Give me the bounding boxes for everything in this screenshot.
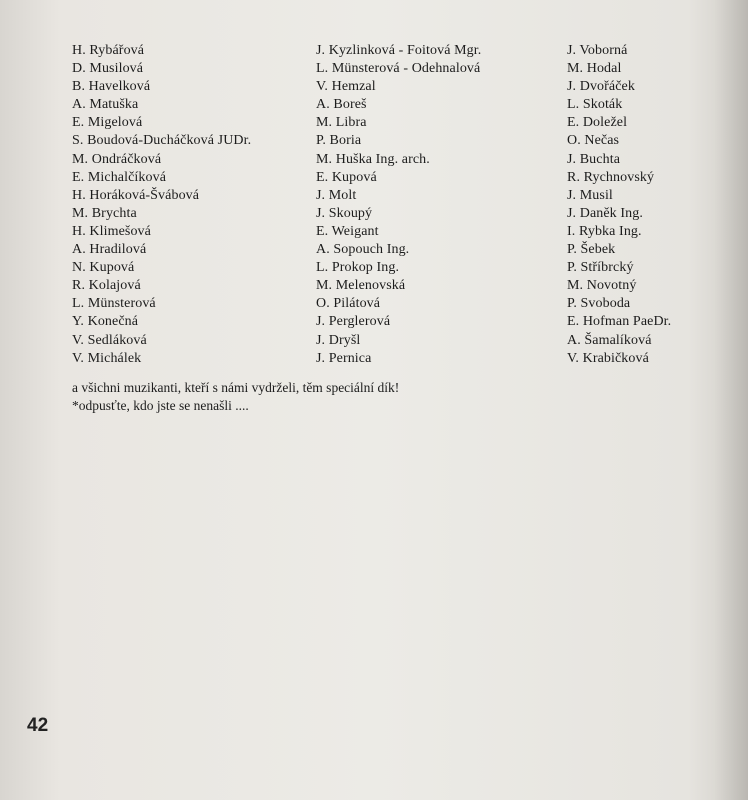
name-entry: D. Musilová [72, 61, 144, 77]
name-entry: J. Daněk Ing. [567, 205, 643, 221]
names-column-2 [316, 42, 481, 368]
page-edge-shadow [714, 0, 748, 800]
names-column-1 [72, 42, 251, 368]
name-entry: R. Rychnovský [567, 169, 655, 185]
name-entry: P. Stříbrcký [567, 260, 634, 276]
name-entry: V. Michálek [72, 350, 142, 366]
name-entry: J. Dvořáček [567, 79, 635, 95]
names-column-3 [567, 42, 671, 368]
name-entry: L. Prokop Ing. [316, 260, 400, 276]
name-entry: J. Kyzlinková - Foitová Mgr. [316, 43, 482, 58]
name-entry: A. Šamalíková [567, 332, 652, 348]
name-entry: A. Boreš [316, 97, 367, 113]
page-number: 42 [27, 715, 49, 736]
name-entry: A. Sopouch Ing. [316, 242, 410, 258]
name-entry: H. Horáková-Švábová [72, 187, 200, 203]
name-entry: E. Weigant [316, 223, 379, 239]
name-entry: J. Buchta [567, 151, 621, 167]
name-entry: V. Sedláková [72, 332, 147, 348]
name-entry: A. Hradilová [72, 242, 147, 258]
name-entry: O. Nečas [567, 133, 620, 149]
apology-note: *odpusťte, kdo jste se nenašli .... [72, 398, 249, 413]
thanks-text: a všichni muzikanti, kteří s námi vydrželi, těm speciální dík! [72, 380, 400, 395]
name-entry: J. Perglerová [316, 314, 391, 330]
name-entry: E. Kupová [316, 169, 377, 185]
name-entry: E. Doležel [567, 115, 628, 131]
name-entry: L. Münsterová [72, 296, 156, 312]
name-entry: J. Skoupý [316, 205, 373, 221]
name-entry: J. Voborná [567, 43, 628, 58]
name-entry: M. Libra [316, 115, 367, 131]
name-entry: M. Melenovská [316, 278, 406, 294]
name-entry: P. Svoboda [567, 296, 631, 312]
name-entry: O. Pilátová [316, 296, 381, 312]
name-entry: E. Michalčíková [72, 169, 167, 185]
name-entry: S. Boudová-Ducháčková JUDr. [72, 133, 252, 149]
name-entry: Y. Konečná [72, 314, 139, 330]
name-entry: L. Münsterová - Odehnalová [316, 61, 481, 77]
name-entry: B. Havelková [72, 79, 151, 95]
name-entry: E. Migelová [72, 115, 143, 131]
name-entry: M. Hodal [567, 61, 622, 77]
name-entry: V. Hemzal [316, 79, 376, 95]
name-entry: M. Brychta [72, 205, 137, 221]
name-entry: A. Matuška [72, 97, 139, 113]
name-entry: P. Šebek [567, 242, 616, 258]
name-entry: N. Kupová [72, 260, 135, 276]
name-entry: J. Pernica [316, 350, 372, 366]
name-entry: R. Kolajová [72, 278, 141, 294]
name-entry: J. Molt [316, 187, 357, 203]
name-entry: M. Ondráčková [72, 151, 162, 167]
name-entry: L. Skoták [567, 97, 623, 113]
name-entry: E. Hofman PaeDr. [567, 314, 672, 330]
name-entry: H. Klimešová [72, 223, 151, 239]
name-entry: V. Krabičková [567, 350, 649, 366]
name-entry: I. Rybka Ing. [567, 223, 642, 239]
name-entry: M. Huška Ing. arch. [316, 151, 430, 167]
name-entry: J. Musil [567, 187, 613, 203]
name-entry: M. Novotný [567, 278, 637, 294]
name-entry: H. Rybářová [72, 43, 145, 58]
name-entry: P. Boria [316, 133, 362, 149]
name-entry: J. Dryšl [316, 332, 361, 348]
